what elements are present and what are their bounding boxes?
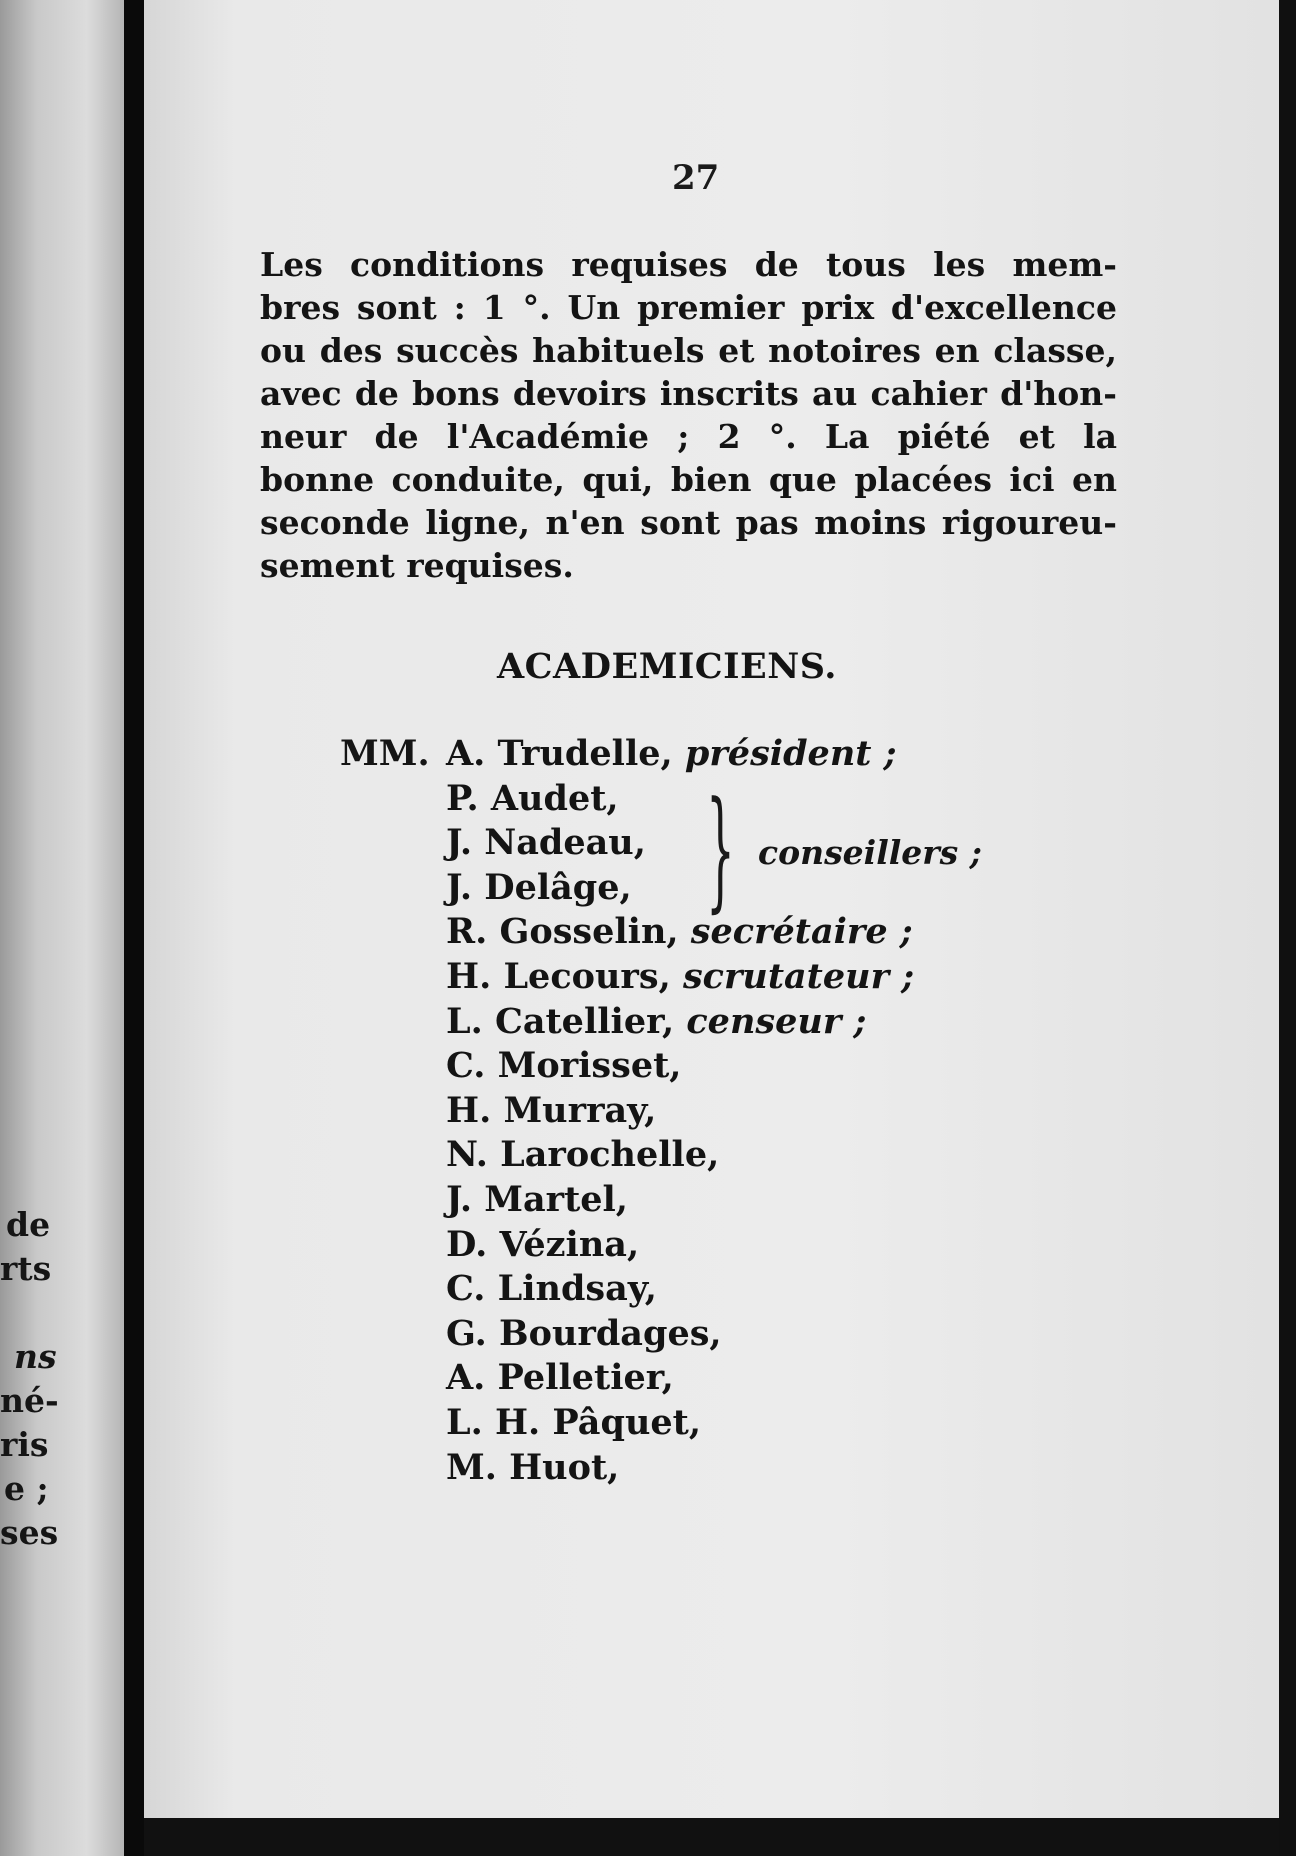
member-entry: [446, 1134, 719, 1175]
page-edge: [1279, 0, 1296, 1856]
left-fragment: e ;: [4, 1469, 49, 1508]
member-name: H. Lecours,: [446, 956, 671, 997]
member-entry: [446, 1447, 619, 1488]
member-entry: [446, 956, 914, 997]
intro-line: sement requises.: [260, 546, 574, 585]
member-name: A. Trudelle,: [446, 733, 673, 774]
section-heading: ACADEMICIENS.: [497, 646, 837, 687]
member-role: président ;: [684, 733, 897, 774]
member-name: G. Bourdages,: [446, 1312, 722, 1354]
intro-paragraph: [260, 243, 1117, 587]
left-fragment: ns: [14, 1337, 57, 1376]
member-entry: [446, 778, 619, 819]
left-fragment: de: [6, 1205, 51, 1244]
member-entry: [446, 822, 646, 863]
member-entry: [446, 911, 913, 952]
member-role: censeur ;: [686, 1000, 867, 1042]
member-name: J. Martel,: [446, 1179, 628, 1220]
left-fragment: ris: [0, 1425, 49, 1464]
member-name: L. Catellier,: [446, 1000, 675, 1042]
member-name: C. Lindsay,: [446, 1268, 657, 1310]
mm-label: MM.: [340, 733, 430, 774]
member-entry: [446, 1090, 656, 1131]
member-name: C. Morisset,: [446, 1045, 682, 1087]
member-name: J. Delâge,: [446, 866, 632, 908]
intro-line: bonne conduite, qui, bien que placées ici en: [260, 460, 1117, 499]
left-fragment: rts: [0, 1249, 52, 1288]
intro-line: avec de bons devoirs inscrits au cahier d'hon-: [260, 374, 1117, 413]
member-name: D. Vézina,: [446, 1223, 640, 1265]
member-entry: [446, 733, 897, 774]
conseillers-label: conseillers ;: [758, 833, 982, 872]
intro-line: bres sont : 1 °. Un premier prix d'excellence: [260, 288, 1117, 327]
member-name: H. Murray,: [446, 1089, 657, 1131]
member-entry: [446, 1268, 657, 1309]
member-entry: [446, 1313, 722, 1354]
member-name: N. Larochelle,: [446, 1134, 720, 1176]
member-name: R. Gosselin,: [446, 911, 679, 953]
member-entry: [446, 867, 632, 908]
member-entry: [446, 1001, 866, 1042]
member-entry: [446, 1179, 628, 1220]
member-entry: [446, 1045, 681, 1086]
member-name: L. H. Pâquet,: [446, 1402, 702, 1443]
member-name: J. Nadeau,: [446, 822, 646, 864]
book-gutter: [124, 0, 144, 1856]
member-name: M. Huot,: [446, 1446, 620, 1488]
page-edge-bottom: [144, 1818, 1279, 1856]
intro-line: Les conditions requises de tous les mem-: [260, 245, 1117, 284]
member-entry: [446, 1357, 674, 1398]
member-role: scrutateur ;: [682, 956, 915, 997]
left-fragment: né-: [0, 1381, 59, 1420]
member-entry: [446, 1402, 701, 1443]
brace-icon: }: [706, 773, 735, 925]
left-page: [0, 0, 124, 1856]
page-number: 27: [672, 158, 720, 198]
left-fragment: ses: [0, 1513, 59, 1552]
member-name: A. Pelletier,: [446, 1357, 674, 1399]
member-role: secrétaire ;: [690, 911, 913, 953]
member-name: P. Audet,: [446, 777, 619, 819]
intro-line: neur de l'Académie ; 2 °. La piété et la: [260, 417, 1117, 456]
member-entry: [446, 1224, 639, 1265]
intro-line: ou des succès habituels et notoires en classe,: [260, 331, 1117, 370]
intro-line: seconde ligne, n'en sont pas moins rigoureu-: [260, 503, 1117, 542]
